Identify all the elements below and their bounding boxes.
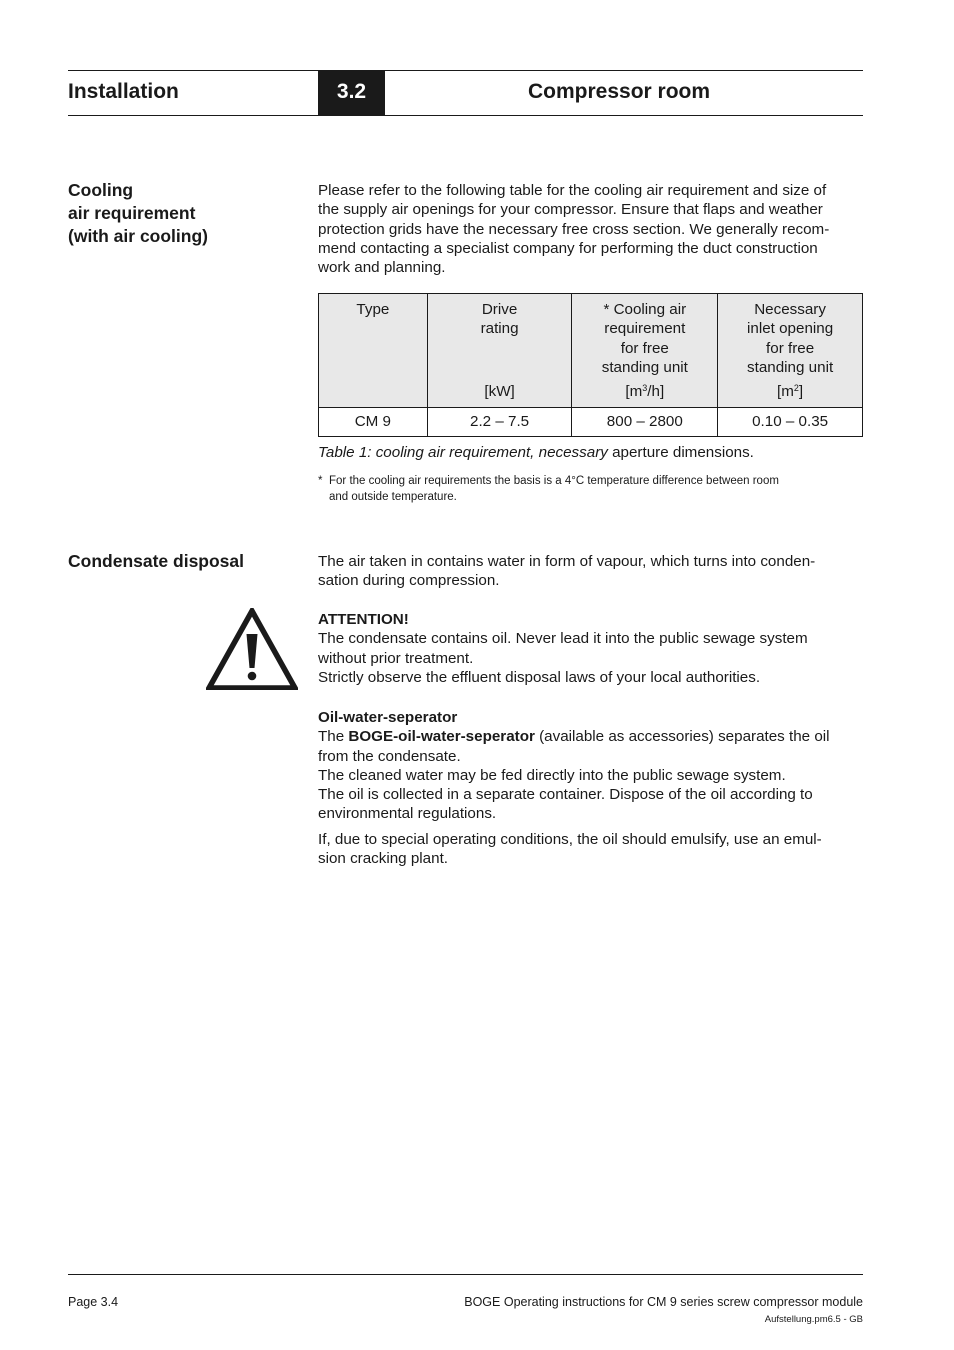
attention-block xyxy=(318,610,863,687)
text-line: The BOGE-oil-water-seperator (available as accessories) separates the oil xyxy=(318,728,830,746)
unit-label: [kW] xyxy=(484,382,515,400)
table-cell: 0.10 – 0.35 xyxy=(718,408,863,437)
text-line: The condensate contains oil. Never lead it into the public sewage system xyxy=(318,630,808,648)
condensate-intro xyxy=(318,552,863,591)
document-title: BOGE Operating instructions for CM 9 series screw compressor module xyxy=(464,1295,863,1309)
cooling-air-table xyxy=(318,293,863,437)
header-cell-inlet-opening: Necessary inlet opening for free standing unit $[m^2]$ xyxy=(718,294,863,408)
text-line: without prior treatment. xyxy=(318,649,474,667)
section-number: 3.2 xyxy=(336,80,367,103)
table-cell: 2.2 – 7.5 xyxy=(427,408,572,437)
text-line: sion cracking plant. xyxy=(318,850,449,868)
header-cell-cooling-air: * Cooling air requirement for free standing unit $[m^3/h]$ xyxy=(572,294,718,408)
page-title: Compressor room xyxy=(528,80,711,103)
table-caption: Table 1: cooling air requirement, necessary aperture dimensions. xyxy=(318,444,754,461)
cooling-heading-line: Cooling xyxy=(68,180,134,200)
attention-title: ATTENTION! xyxy=(318,611,409,628)
section-number-box xyxy=(318,71,385,115)
text-line: environmental regulations. xyxy=(318,805,497,823)
text-line: mend contacting a specialist company for performing the duct construction xyxy=(318,239,818,257)
table-cell: 800 – 2800 xyxy=(572,408,718,437)
ows-title: Oil-water-seperator xyxy=(318,709,458,726)
text-line: The oil is collected in a separate container. Dispose of the oil according to xyxy=(318,786,813,804)
text-line: If, due to special operating conditions, the oil should emulsify, use an emul- xyxy=(318,831,822,848)
file-reference: Aufstellung.pm6.5 - GB xyxy=(764,1314,863,1325)
unit-label: $[m^3/h]$ xyxy=(625,382,665,400)
header-top-rule xyxy=(68,70,863,71)
cooling-heading xyxy=(68,179,208,248)
page-number: Page 3.4 xyxy=(68,1295,119,1309)
header-cell-type: Type xyxy=(319,294,428,408)
footer-rule xyxy=(68,1274,863,1275)
table-cell: CM 9 xyxy=(319,408,428,437)
text-line: Please refer to the following table for the cooling air requirement and size of xyxy=(318,182,827,199)
text-line: The cleaned water may be fed directly into the public sewage system. xyxy=(318,766,786,784)
text-line: from the condensate. xyxy=(318,747,461,765)
text-line: the supply air openings for your compressor. Ensure that flaps and weather xyxy=(318,201,823,219)
cooling-intro xyxy=(318,181,863,277)
cooling-heading-line: (with air cooling) xyxy=(68,226,208,246)
text-line: work and planning. xyxy=(318,259,446,277)
condensate-heading: Condensate disposal xyxy=(68,551,245,571)
footnote-marker: * xyxy=(318,475,323,487)
table-row xyxy=(319,408,863,437)
unit-label: $[m^2]$ xyxy=(777,382,804,400)
text-line: protection grids have the necessary free cross section. We generally recom- xyxy=(318,220,830,238)
text-line: The air taken in contains water in form of vapour, which turns into conden- xyxy=(318,553,816,570)
footnote-line: and outside temperature. xyxy=(329,490,457,503)
section-title: Installation xyxy=(68,80,179,103)
header-bottom-rule xyxy=(68,115,863,116)
cooling-heading-line: air requirement xyxy=(68,203,196,223)
warning-triangle-icon xyxy=(206,608,298,690)
oil-water-separator-block xyxy=(318,708,863,824)
header-cell-drive-rating: Drive rating [kW] xyxy=(427,294,572,408)
footnote-line: For the cooling air requirements the basis is a 4°C temperature difference between room xyxy=(329,475,779,487)
text-line: sation during compression. xyxy=(318,572,500,590)
table-header-row xyxy=(319,294,863,408)
text-line: Strictly observe the effluent disposal laws of your local authorities. xyxy=(318,668,761,686)
emulsify-block xyxy=(318,830,863,869)
